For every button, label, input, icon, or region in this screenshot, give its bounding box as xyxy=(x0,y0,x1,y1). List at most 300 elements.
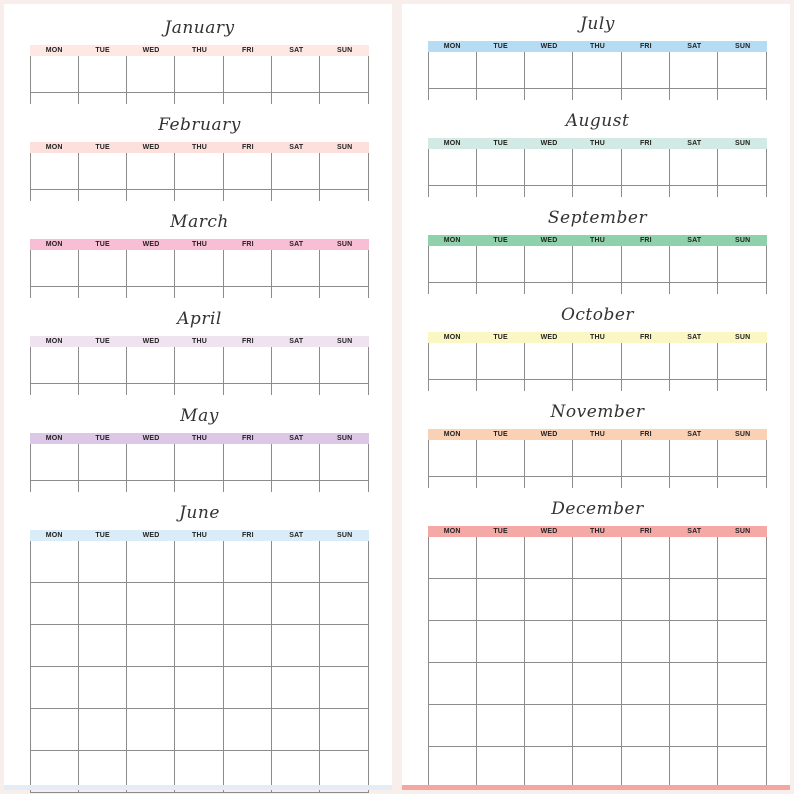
day-cell[interactable] xyxy=(224,56,272,93)
weekday-label-mon: MON xyxy=(45,338,63,345)
day-cell[interactable] xyxy=(175,250,223,287)
day-cell[interactable] xyxy=(525,621,573,663)
day-cell[interactable] xyxy=(79,250,127,287)
day-cell[interactable] xyxy=(272,347,320,384)
day-cell[interactable] xyxy=(573,283,621,294)
day-cell[interactable] xyxy=(127,444,175,481)
day-cell[interactable] xyxy=(670,705,718,747)
day-cell[interactable] xyxy=(272,56,320,93)
day-cell[interactable] xyxy=(573,52,621,89)
day-cell[interactable] xyxy=(127,384,175,395)
day-cell[interactable] xyxy=(31,583,79,625)
weekday-label-fri: FRI xyxy=(639,528,652,535)
day-cell[interactable] xyxy=(79,153,127,190)
weekday-label-fri: FRI xyxy=(241,241,254,248)
day-cell[interactable] xyxy=(79,56,127,93)
weekday-label-sat: SAT xyxy=(289,241,304,248)
weekday-label-sun: SUN xyxy=(735,43,751,50)
day-cell[interactable] xyxy=(573,705,621,747)
day-cell[interactable] xyxy=(477,747,525,789)
day-grid xyxy=(30,444,369,492)
day-cell[interactable] xyxy=(320,384,368,395)
day-cell[interactable] xyxy=(525,89,573,100)
weekday-label-wed: WED xyxy=(142,532,160,539)
day-cell[interactable] xyxy=(477,149,525,186)
day-cell[interactable] xyxy=(670,283,718,294)
weekday-label-fri: FRI xyxy=(639,43,652,50)
weekday-label-fri: FRI xyxy=(639,334,652,341)
day-cell[interactable] xyxy=(31,444,79,481)
day-cell[interactable] xyxy=(175,583,223,625)
day-cell[interactable] xyxy=(429,186,477,197)
day-cell[interactable] xyxy=(175,541,223,583)
day-cell[interactable] xyxy=(127,287,175,298)
day-cell[interactable] xyxy=(175,625,223,667)
day-cell[interactable] xyxy=(573,186,621,197)
weekday-label-thu: THU xyxy=(191,435,207,442)
day-cell[interactable] xyxy=(79,190,127,201)
day-cell[interactable] xyxy=(718,52,766,89)
day-cell[interactable] xyxy=(320,347,368,384)
day-cell[interactable] xyxy=(429,537,477,579)
day-cell[interactable] xyxy=(477,343,525,380)
day-cell[interactable] xyxy=(127,667,175,709)
day-cell[interactable] xyxy=(525,705,573,747)
weekday-label-mon: MON xyxy=(443,528,461,535)
day-cell[interactable] xyxy=(718,149,766,186)
day-cell[interactable] xyxy=(79,709,127,751)
day-cell[interactable] xyxy=(224,709,272,751)
day-cell[interactable] xyxy=(224,384,272,395)
day-cell[interactable] xyxy=(127,56,175,93)
day-cell[interactable] xyxy=(622,477,670,488)
weekday-label-sun: SUN xyxy=(735,431,751,438)
weekday-label-mon: MON xyxy=(443,43,461,50)
day-cell[interactable] xyxy=(79,625,127,667)
day-cell[interactable] xyxy=(31,541,79,583)
weekday-label-sun: SUN xyxy=(337,435,353,442)
day-cell[interactable] xyxy=(622,52,670,89)
weekday-label-fri: FRI xyxy=(639,237,652,244)
weekday-label-mon: MON xyxy=(45,532,63,539)
day-cell[interactable] xyxy=(31,93,79,104)
day-cell[interactable] xyxy=(573,537,621,579)
calendar-page-right xyxy=(402,4,790,790)
weekday-label-mon: MON xyxy=(45,435,63,442)
day-cell[interactable] xyxy=(477,579,525,621)
day-cell[interactable] xyxy=(31,347,79,384)
day-cell[interactable] xyxy=(477,537,525,579)
weekday-label-sat: SAT xyxy=(687,334,702,341)
day-cell[interactable] xyxy=(175,667,223,709)
calendar-page-left xyxy=(4,4,392,790)
day-cell[interactable] xyxy=(127,153,175,190)
weekday-header xyxy=(30,336,369,347)
day-cell[interactable] xyxy=(429,246,477,283)
day-cell[interactable] xyxy=(525,380,573,391)
day-cell[interactable] xyxy=(127,93,175,104)
day-cell[interactable] xyxy=(718,579,766,621)
weekday-label-wed: WED xyxy=(142,338,160,345)
day-cell[interactable] xyxy=(573,440,621,477)
day-cell[interactable] xyxy=(429,440,477,477)
day-cell[interactable] xyxy=(525,186,573,197)
day-cell[interactable] xyxy=(272,541,320,583)
day-cell[interactable] xyxy=(79,93,127,104)
day-grid xyxy=(428,343,767,391)
weekday-label-tue: TUE xyxy=(493,431,508,438)
day-cell[interactable] xyxy=(718,663,766,705)
weekday-label-sat: SAT xyxy=(289,435,304,442)
day-cell[interactable] xyxy=(429,747,477,789)
day-cell[interactable] xyxy=(477,440,525,477)
weekday-label-sun: SUN xyxy=(735,140,751,147)
weekday-label-fri: FRI xyxy=(241,532,254,539)
day-cell[interactable] xyxy=(175,481,223,492)
day-cell[interactable] xyxy=(224,93,272,104)
day-cell[interactable] xyxy=(670,149,718,186)
day-cell[interactable] xyxy=(79,384,127,395)
weekday-label-tue: TUE xyxy=(95,47,110,54)
day-cell[interactable] xyxy=(320,444,368,481)
day-cell[interactable] xyxy=(525,343,573,380)
day-cell[interactable] xyxy=(272,153,320,190)
day-cell[interactable] xyxy=(573,246,621,283)
day-cell[interactable] xyxy=(31,481,79,492)
day-cell[interactable] xyxy=(429,380,477,391)
day-cell[interactable] xyxy=(224,583,272,625)
day-cell[interactable] xyxy=(175,347,223,384)
weekday-label-tue: TUE xyxy=(95,532,110,539)
day-cell[interactable] xyxy=(573,89,621,100)
day-cell[interactable] xyxy=(670,343,718,380)
day-cell[interactable] xyxy=(622,537,670,579)
day-cell[interactable] xyxy=(31,667,79,709)
day-cell[interactable] xyxy=(127,347,175,384)
day-cell[interactable] xyxy=(320,56,368,93)
day-cell[interactable] xyxy=(477,246,525,283)
day-cell[interactable] xyxy=(718,537,766,579)
weekday-label-wed: WED xyxy=(540,334,558,341)
day-cell[interactable] xyxy=(272,667,320,709)
day-cell[interactable] xyxy=(622,149,670,186)
weekday-label-wed: WED xyxy=(540,528,558,535)
day-cell[interactable] xyxy=(718,477,766,488)
weekday-label-tue: TUE xyxy=(493,528,508,535)
day-cell[interactable] xyxy=(79,667,127,709)
month-title: February xyxy=(158,115,241,135)
day-cell[interactable] xyxy=(477,89,525,100)
day-cell[interactable] xyxy=(31,153,79,190)
day-cell[interactable] xyxy=(573,149,621,186)
day-cell[interactable] xyxy=(525,52,573,89)
day-cell[interactable] xyxy=(320,93,368,104)
weekday-label-wed: WED xyxy=(142,47,160,54)
day-cell[interactable] xyxy=(272,250,320,287)
weekday-header xyxy=(428,332,767,343)
weekday-label-thu: THU xyxy=(589,43,605,50)
weekday-label-sat: SAT xyxy=(289,532,304,539)
day-cell[interactable] xyxy=(670,89,718,100)
weekday-label-wed: WED xyxy=(142,144,160,151)
day-cell[interactable] xyxy=(477,52,525,89)
day-cell[interactable] xyxy=(175,287,223,298)
day-cell[interactable] xyxy=(320,709,368,751)
weekday-header xyxy=(30,239,369,250)
day-cell[interactable] xyxy=(670,663,718,705)
day-cell[interactable] xyxy=(127,541,175,583)
weekday-header xyxy=(428,235,767,246)
day-cell[interactable] xyxy=(175,190,223,201)
day-cell[interactable] xyxy=(224,250,272,287)
day-cell[interactable] xyxy=(670,246,718,283)
day-cell[interactable] xyxy=(718,343,766,380)
day-cell[interactable] xyxy=(477,705,525,747)
weekday-label-sat: SAT xyxy=(289,144,304,151)
day-cell[interactable] xyxy=(429,89,477,100)
day-cell[interactable] xyxy=(320,583,368,625)
day-cell[interactable] xyxy=(718,246,766,283)
month-title: November xyxy=(550,402,645,422)
day-cell[interactable] xyxy=(573,663,621,705)
day-cell[interactable] xyxy=(224,444,272,481)
day-cell[interactable] xyxy=(224,541,272,583)
day-cell[interactable] xyxy=(79,347,127,384)
day-cell[interactable] xyxy=(718,89,766,100)
day-cell[interactable] xyxy=(622,705,670,747)
day-cell[interactable] xyxy=(622,663,670,705)
day-cell[interactable] xyxy=(525,663,573,705)
page-accent-bar xyxy=(4,785,392,790)
day-cell[interactable] xyxy=(525,283,573,294)
day-cell[interactable] xyxy=(320,250,368,287)
day-cell[interactable] xyxy=(622,186,670,197)
day-cell[interactable] xyxy=(718,283,766,294)
weekday-header xyxy=(428,429,767,440)
day-cell[interactable] xyxy=(525,477,573,488)
weekday-label-tue: TUE xyxy=(493,43,508,50)
day-cell[interactable] xyxy=(31,250,79,287)
day-cell[interactable] xyxy=(320,287,368,298)
day-cell[interactable] xyxy=(718,621,766,663)
weekday-label-fri: FRI xyxy=(639,431,652,438)
day-cell[interactable] xyxy=(127,583,175,625)
day-cell[interactable] xyxy=(573,747,621,789)
day-cell[interactable] xyxy=(429,705,477,747)
day-cell[interactable] xyxy=(573,343,621,380)
day-cell[interactable] xyxy=(272,287,320,298)
month-title: June xyxy=(179,503,220,523)
day-grid xyxy=(30,541,369,793)
day-cell[interactable] xyxy=(272,190,320,201)
day-cell[interactable] xyxy=(31,709,79,751)
day-cell[interactable] xyxy=(79,287,127,298)
day-cell[interactable] xyxy=(622,621,670,663)
weekday-label-mon: MON xyxy=(443,140,461,147)
day-cell[interactable] xyxy=(718,186,766,197)
day-cell[interactable] xyxy=(670,440,718,477)
day-cell[interactable] xyxy=(79,583,127,625)
day-cell[interactable] xyxy=(224,347,272,384)
day-cell[interactable] xyxy=(525,440,573,477)
day-cell[interactable] xyxy=(670,477,718,488)
day-cell[interactable] xyxy=(477,186,525,197)
weekday-label-thu: THU xyxy=(589,140,605,147)
day-cell[interactable] xyxy=(127,709,175,751)
day-cell[interactable] xyxy=(573,380,621,391)
weekday-label-thu: THU xyxy=(589,237,605,244)
day-cell[interactable] xyxy=(573,477,621,488)
day-cell[interactable] xyxy=(320,153,368,190)
day-cell[interactable] xyxy=(272,625,320,667)
day-cell[interactable] xyxy=(127,190,175,201)
day-cell[interactable] xyxy=(622,380,670,391)
day-cell[interactable] xyxy=(670,186,718,197)
day-cell[interactable] xyxy=(477,663,525,705)
day-cell[interactable] xyxy=(622,579,670,621)
day-cell[interactable] xyxy=(79,541,127,583)
day-cell[interactable] xyxy=(525,246,573,283)
day-cell[interactable] xyxy=(272,481,320,492)
day-cell[interactable] xyxy=(320,190,368,201)
day-cell[interactable] xyxy=(272,384,320,395)
day-cell[interactable] xyxy=(429,343,477,380)
weekday-label-thu: THU xyxy=(191,338,207,345)
day-cell[interactable] xyxy=(525,149,573,186)
day-cell[interactable] xyxy=(31,287,79,298)
day-cell[interactable] xyxy=(272,709,320,751)
day-cell[interactable] xyxy=(670,621,718,663)
weekday-label-mon: MON xyxy=(443,334,461,341)
day-cell[interactable] xyxy=(429,621,477,663)
day-cell[interactable] xyxy=(429,663,477,705)
day-cell[interactable] xyxy=(670,537,718,579)
day-cell[interactable] xyxy=(175,93,223,104)
day-cell[interactable] xyxy=(31,190,79,201)
day-cell[interactable] xyxy=(320,625,368,667)
day-cell[interactable] xyxy=(31,384,79,395)
day-grid xyxy=(428,440,767,488)
day-cell[interactable] xyxy=(175,153,223,190)
day-cell[interactable] xyxy=(272,93,320,104)
month-title: December xyxy=(551,499,644,519)
day-cell[interactable] xyxy=(224,190,272,201)
weekday-label-sun: SUN xyxy=(337,338,353,345)
day-cell[interactable] xyxy=(127,625,175,667)
day-cell[interactable] xyxy=(525,747,573,789)
day-cell[interactable] xyxy=(718,440,766,477)
day-cell[interactable] xyxy=(224,153,272,190)
day-cell[interactable] xyxy=(670,747,718,789)
day-cell[interactable] xyxy=(224,625,272,667)
day-cell[interactable] xyxy=(224,287,272,298)
day-cell[interactable] xyxy=(622,440,670,477)
month-title: September xyxy=(547,208,648,228)
weekday-label-sat: SAT xyxy=(687,43,702,50)
month-title: August xyxy=(565,111,630,131)
day-cell[interactable] xyxy=(477,621,525,663)
day-cell[interactable] xyxy=(224,481,272,492)
weekday-label-sat: SAT xyxy=(687,431,702,438)
page-accent-bar xyxy=(402,785,790,790)
day-cell[interactable] xyxy=(477,283,525,294)
day-cell[interactable] xyxy=(320,667,368,709)
day-cell[interactable] xyxy=(429,149,477,186)
day-grid xyxy=(428,52,767,100)
day-cell[interactable] xyxy=(573,579,621,621)
weekday-label-thu: THU xyxy=(191,144,207,151)
weekday-label-mon: MON xyxy=(443,431,461,438)
weekday-label-mon: MON xyxy=(443,237,461,244)
day-cell[interactable] xyxy=(525,537,573,579)
weekday-label-sun: SUN xyxy=(337,241,353,248)
weekday-label-tue: TUE xyxy=(493,334,508,341)
day-cell[interactable] xyxy=(31,56,79,93)
day-cell[interactable] xyxy=(718,380,766,391)
day-cell[interactable] xyxy=(31,625,79,667)
day-cell[interactable] xyxy=(622,343,670,380)
day-cell[interactable] xyxy=(175,709,223,751)
month-title: July xyxy=(580,14,615,34)
day-cell[interactable] xyxy=(525,579,573,621)
day-cell[interactable] xyxy=(429,579,477,621)
day-cell[interactable] xyxy=(429,477,477,488)
day-cell[interactable] xyxy=(670,52,718,89)
day-cell[interactable] xyxy=(477,380,525,391)
weekday-label-wed: WED xyxy=(540,140,558,147)
weekday-label-sun: SUN xyxy=(337,532,353,539)
day-cell[interactable] xyxy=(718,705,766,747)
day-cell[interactable] xyxy=(272,444,320,481)
weekday-label-tue: TUE xyxy=(493,237,508,244)
day-cell[interactable] xyxy=(622,246,670,283)
day-cell[interactable] xyxy=(79,481,127,492)
weekday-label-sun: SUN xyxy=(735,528,751,535)
day-cell[interactable] xyxy=(127,250,175,287)
day-cell[interactable] xyxy=(429,52,477,89)
day-cell[interactable] xyxy=(670,579,718,621)
day-cell[interactable] xyxy=(622,89,670,100)
weekday-label-mon: MON xyxy=(45,47,63,54)
day-cell[interactable] xyxy=(175,444,223,481)
day-cell[interactable] xyxy=(670,380,718,391)
day-cell[interactable] xyxy=(622,747,670,789)
weekday-header xyxy=(428,41,767,52)
day-cell[interactable] xyxy=(224,667,272,709)
weekday-label-fri: FRI xyxy=(241,144,254,151)
day-cell[interactable] xyxy=(79,444,127,481)
day-grid xyxy=(428,246,767,294)
day-cell[interactable] xyxy=(429,283,477,294)
day-cell[interactable] xyxy=(320,541,368,583)
day-cell[interactable] xyxy=(718,747,766,789)
weekday-label-wed: WED xyxy=(540,43,558,50)
day-cell[interactable] xyxy=(175,56,223,93)
day-cell[interactable] xyxy=(175,384,223,395)
day-cell[interactable] xyxy=(127,481,175,492)
day-cell[interactable] xyxy=(622,283,670,294)
weekday-label-sat: SAT xyxy=(289,47,304,54)
day-cell[interactable] xyxy=(477,477,525,488)
weekday-header xyxy=(30,433,369,444)
day-cell[interactable] xyxy=(320,481,368,492)
weekday-label-fri: FRI xyxy=(241,338,254,345)
day-cell[interactable] xyxy=(573,621,621,663)
day-cell[interactable] xyxy=(272,583,320,625)
weekday-label-mon: MON xyxy=(45,144,63,151)
weekday-label-sat: SAT xyxy=(687,140,702,147)
month-title: March xyxy=(170,212,229,232)
